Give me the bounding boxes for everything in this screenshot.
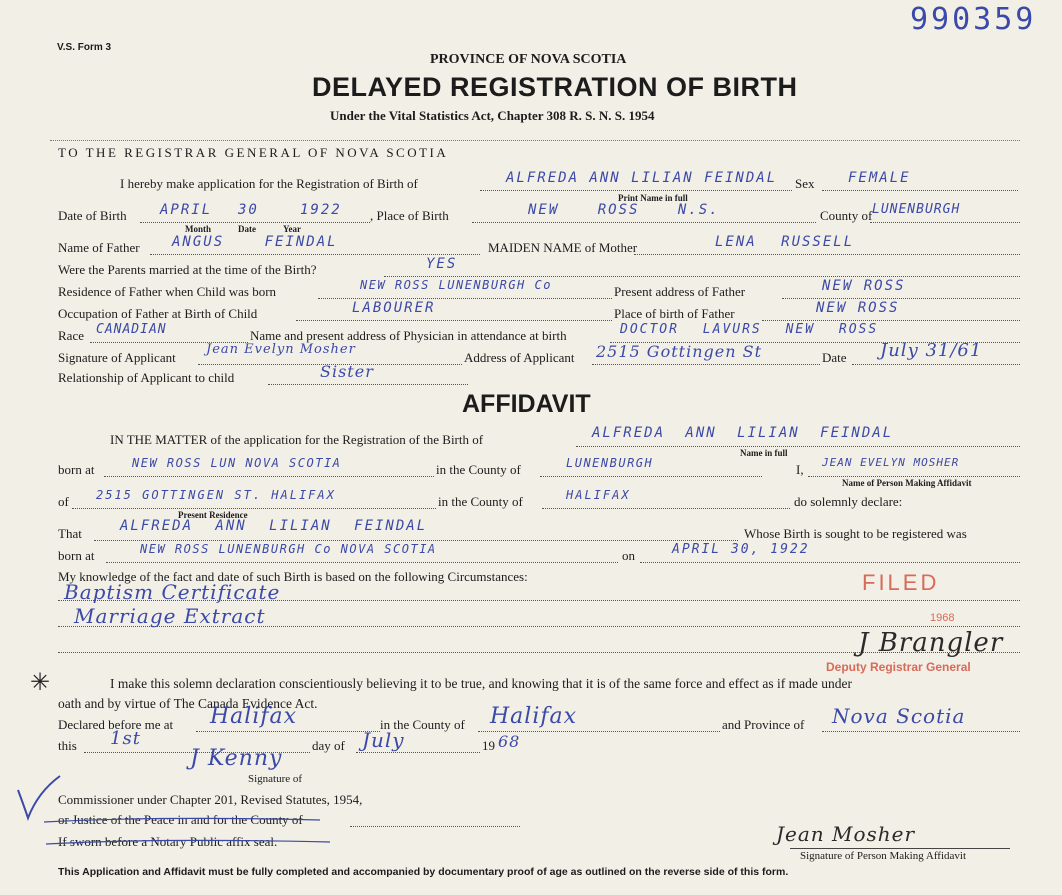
this-label: this [58,738,77,753]
on-line [640,562,1020,563]
form-id: V.S. Form 3 [57,42,112,53]
affiant-value: JEAN EVELYN MOSHER [822,456,960,469]
relationship-label: Relationship of Applicant to child [58,370,235,385]
county2-value: HALIFAX [566,488,631,502]
matter-name-value: ALFREDA ANN LILIAN FEINDAL [592,425,894,441]
child-name-line [480,190,792,191]
that-label: That [58,526,82,541]
commissioner-label: Commissioner under Chapter 201, Revised Statutes, 1954, [58,792,363,807]
declaration-line-2: oath and by virtue of The Canada Evidence Act. [58,696,318,711]
month-line [356,752,480,753]
footer-note: This Application and Affidavit must be fully completed and accompanied by documentary proof of age as outlined on the reverse side of this form. [58,866,789,878]
declared-county-value: Halifax [490,704,578,729]
circumstance-2-value: Marriage Extract [74,604,266,628]
present-addr-label: Present address of Father [614,284,746,299]
i-label: I, [796,462,804,477]
date-label: Date [822,350,847,365]
strike-through-mark [40,812,340,852]
mother-value: LENA RUSSELL [715,234,855,250]
declared-label: Declared before me at [58,717,174,732]
present-addr-line [782,298,1020,299]
affidavit-county-line [540,476,762,477]
province-heading: PROVINCE OF NOVA SCOTIA [430,52,627,67]
act-subtitle: Under the Vital Statistics Act, Chapter 308 R. S. N. S. 1954 [330,108,655,123]
physician-value: DOCTOR LAVURS NEW ROSS [620,322,879,337]
dob-month-value: APRIL [160,202,213,218]
present-residence-hint: Present Residence [178,510,248,520]
province-label: and Province of [722,717,805,732]
year-hint: Year [283,224,301,234]
married-value: YES [426,256,458,272]
affiant-line [808,476,1020,477]
year-prefix: 19 [482,738,495,753]
declared-county-label: in the County of [380,717,465,732]
affiant-signature: Jean Mosher [776,822,916,846]
affiant-signature-label: Signature of Person Making Affidavit [800,850,966,862]
dob-line [140,222,370,223]
matter-line [576,446,1020,447]
born-at-value: NEW ROSS LUN NOVA SCOTIA [132,456,342,470]
sex-value: FEMALE [848,170,911,186]
whose-label: Whose Birth is sought to be registered was [744,526,967,541]
applicant-addr-label: Address of Applicant [464,350,575,365]
residence-line [72,508,436,509]
born-at2-line [106,562,618,563]
asterisk-mark: ✳ [30,670,51,696]
header-rule [50,140,1020,141]
sex-label: Sex [795,176,815,191]
occupation-label: Occupation of Father at Birth of Child [58,306,258,321]
justice-line [350,826,520,827]
application-intro: I hereby make application for the Registration of Birth of [120,176,418,191]
married-label: Were the Parents married at the time of the Birth? [58,262,317,277]
affidavit-heading: AFFIDAVIT [462,390,591,418]
document-number: 990359 [910,2,1037,37]
occupation-line [296,320,612,321]
on-label: on [622,548,635,563]
deputy-signature: J Brangler [858,628,1004,658]
born-at2-label: born at [58,548,95,563]
commissioner-signature: J Kenny [190,746,283,771]
residence-value: 2515 GOTTINGEN ST. HALIFAX [96,488,336,502]
dob-date-value: 30 [238,202,259,218]
res-father-line [318,298,612,299]
knowledge-label: My knowledge of the fact and date of such Birth is based on the following Circumstances: [58,569,528,584]
res-father-label: Residence of Father when Child was born [58,284,277,299]
father-line [150,254,480,255]
that-line [94,540,738,541]
month-hint: Month [185,224,212,234]
race-label: Race [58,328,84,343]
applicant-sig-value: Jean Evelyn Mosher [206,342,356,357]
applicant-addr-value: 2515 Gottingen St [596,342,762,361]
applicant-sig-label: Signature of Applicant [58,350,176,365]
month-value: July [362,728,405,752]
year-suffix: 68 [498,732,521,751]
sex-line [822,190,1018,191]
father-birthplace-value: NEW ROSS [816,300,900,316]
born-at-label: born at [58,462,95,477]
race-value: CANADIAN [96,322,167,337]
that-name-value: ALFREDA ANN LILIAN FEINDAL [120,518,428,534]
physician-label: Name and present address of Physician in attendance at birth [250,328,567,343]
affidavit-county-value: LUNENBURGH [566,456,654,470]
born-at2-value: NEW ROSS LUNENBURGH Co NOVA SCOTIA [140,542,437,556]
mother-line [634,254,1020,255]
province-value: Nova Scotia [832,704,966,728]
affiant-signature-line [790,848,1010,849]
married-line [384,276,1020,277]
deputy-title: Deputy Registrar General [826,660,971,674]
father-birthplace-line [762,320,1020,321]
res-father-value: NEW ROSS LUNENBURGH Co [360,278,552,292]
place-value: NEW ROSS N.S. [528,202,720,218]
relationship-value: Sister [320,362,374,381]
dob-label: Date of Birth [58,208,127,223]
declare-label: do solemnly declare: [794,494,903,509]
father-value: ANGUS FEINDAL [172,234,338,250]
mother-label: MAIDEN NAME of Mother [488,240,638,255]
date-value: July 31/61 [880,340,983,361]
relationship-line [268,384,468,385]
place-label: , Place of Birth [370,208,449,223]
circumstance-1-value: Baptism Certificate [64,580,281,604]
father-label: Name of Father [58,240,140,255]
on-date-value: APRIL 30, 1922 [672,542,810,557]
affiant-hint: Name of Person Making Affidavit [842,478,972,488]
declared-at-line [196,731,380,732]
occupation-value: LABOURER [352,300,436,316]
child-name-value: ALFREDA ANN LILIAN FEINDAL [506,170,778,186]
document-title: DELAYED REGISTRATION OF BIRTH [312,72,798,102]
county2-line [542,508,790,509]
declared-at-value: Halifax [210,704,298,729]
signature-of-label: Signature of [248,773,303,785]
county-label-affidavit: in the County of [436,462,521,477]
of-label: of [58,494,69,509]
place-line [472,222,816,223]
present-addr-value: NEW ROSS [822,278,906,294]
father-birthplace-label: Place of birth of Father [614,306,735,321]
day-of-label: day of [312,738,345,753]
county-value: LUNENBURGH [872,202,961,217]
declaration-line-1: I make this solemn declaration conscientiously believing it to be true, and knowing that it is of the same force and effect as if made under [110,676,853,691]
matter-label: IN THE MATTER of the application for the Registration of the Birth of [110,432,484,447]
date-hint: Date [238,224,256,234]
province-line [822,731,1020,732]
county-label: County of [820,208,873,223]
born-at-line [104,476,434,477]
date-line [852,364,1020,365]
dob-year-value: 1922 [300,202,342,218]
print-name-hint: Print Name in full [618,193,688,203]
filed-stamp: FILED [862,570,940,595]
county2-label: in the County of [438,494,523,509]
justice-label: or Justice of the Peace in and for the County of [58,812,303,827]
day-value: 1st [110,728,141,749]
notary-label: If sworn before a Notary Public affix seal. [58,834,278,849]
name-in-full-hint: Name in full [740,448,788,458]
applicant-addr-line [592,364,820,365]
filed-date: 1968 [930,612,955,624]
addressee: TO THE REGISTRAR GENERAL OF NOVA SCOTIA [58,145,449,160]
county-line [870,222,1020,223]
